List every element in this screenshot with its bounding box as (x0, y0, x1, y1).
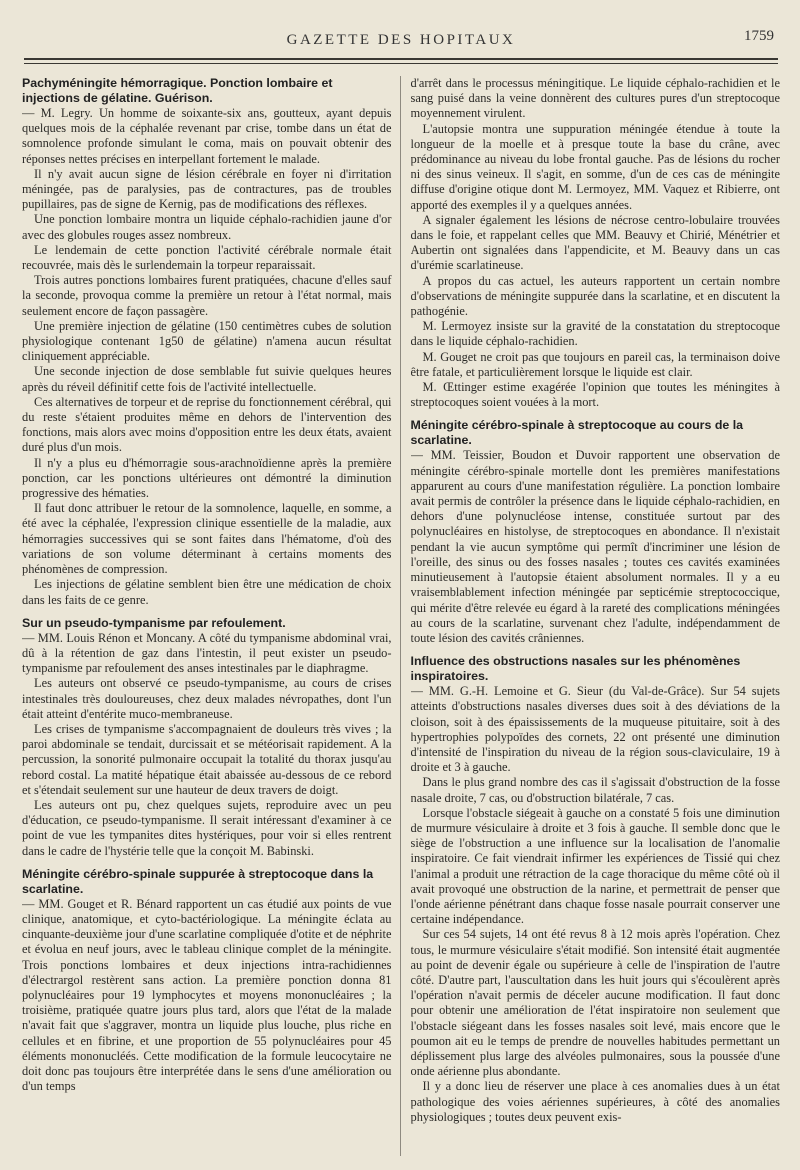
paragraph: Sur ces 54 sujets, 14 ont été revus 8 à 12 mois après l'opération. Chez tous, le murmure vésiculaire s'était modifié. Son intensité était augmentée au point de devenir égale ou supérieure à celle de l'inspiration de l'autre côté. D'autre part, l'auscultation dans les huit jours qui s'écoulèrent après l'opération n'avait permis de déceler aucune modification. Il faut donc pour obtenir une amélioration de l'état inspiratoire non seulement que l'obstacle siégeant dans les fosses nasales soit levé, mais encore que le poumon ait eu le temps de prendre de nouvelles habitudes permettant un déplissement plus large des alvéoles pulmonaires, sous la poussée d'une onde aérienne plus abondante. (410, 927, 780, 1079)
paragraph: Il n'y avait aucun signe de lésion cérébrale en foyer ni d'irritation méningée, pas de paralysies, pas de contractures, pas de troubles pupillaires, pas de signe de Kernig, pas de modifications des réflexes. (22, 166, 392, 212)
page-number: 1759 (744, 28, 774, 44)
paragraph: A signaler également les lésions de nécrose centro-lobulaire trouvées dans le foie, et rappelant celles que MM. Beauvy et Chirié, Ménétrier et Aubertin ont signalées dans l'appendicite, et M. Beauvy dans un cas d'urémie scarlatineuse. (410, 212, 780, 273)
paragraph: Le lendemain de cette ponction l'activité cérébrale normale était recouvrée, mais dès le surlendemain la torpeur reparaissait. (22, 242, 392, 273)
article-meningite-scarlatine (22, 867, 392, 1095)
paragraph: Les injections de gélatine semblent bien être une médication de choix dans les faits de ce genre. (22, 577, 392, 607)
article-intro: — MM. G.-H. Lemoine et G. Sieur (du Val-de-Grâce). Sur 54 sujets atteints d'obstructions nasales diverses dues soit à des déviations de la cloison, soit à des épaississements de la muqueuse pituitaire, soit à des hypertrophies polypoïdes des cornets, 22 ont présenté une diminution d'intensité de l'inspiration du niveau de la région sous-claviculaire, 19 à droite et 3 à gauche. (410, 684, 780, 775)
article-intro: — MM. Gouget et R. Bénard rapportent un cas étudié aux points de vue clinique, anatomique, et cyto-bactériologique. La méningite éclata au cinquante-deuxième jour d'une scarlatine compliquée d'otite et de néphrite et évolua en neuf jours, avec le tableau clinique complet de la méningite. Trois ponctions lombaires et deux injections intra-rachidiennes d'électrargol restèrent sans action. La première ponction donna 81 polynucléaires pour 19 lymphocytes et moyens mononucléaires ; la troisième, pratiquée quatre jours plus tard, alors que l'état de la malade n'avait fait que s'aggraver, montra un liquide plus louche, plus riche en cellules et en fibrine, et une proportion de 55 polynucléaires pour 45 éléments mononucléés. Cette modification de la formule leucocytaire ne doit donc pas toujours être interprétée dans le sens d'une amélioration ou d'un temps (22, 896, 392, 1094)
paragraph: Les auteurs ont observé ce pseudo-tympanisme, au cours de crises intestinales très douloureuses, chez deux malades névropathes, dont l'un était atteint d'entérite muco-membraneuse. (22, 676, 392, 721)
article-meningite-streptocoque (411, 418, 781, 646)
header-rule-thick (24, 58, 778, 60)
article-obstructions-nasales (411, 654, 781, 1125)
paragraph-continued: d'arrêt dans le processus méningitique. Le liquide céphalo-rachidien et le sang puisé dans la veine donnèrent des cultures pures d'un streptocoque moyennement virulent. (410, 76, 780, 121)
paragraph: M. Gouget ne croit pas que toujours en pareil cas, la terminaison doive être fatale, et particulièrement lorsque le liquide est clair. (410, 349, 780, 379)
paragraph: M. Lermoyez insiste sur la gravité de la constatation du streptocoque dans le liquide céphalo-rachidien. (410, 319, 780, 349)
journal-title: GAZETTE DES HOPITAUX (286, 32, 516, 48)
article-title: Méningite cérébro-spinale suppurée à streptocoque dans la scarlatine. (22, 866, 374, 896)
paragraph: Lorsque l'obstacle siégeait à gauche on a constaté 5 fois une diminution de murmure vésiculaire à droite et 3 fois à gauche. Il semble donc que le siège de l'obstruction a une influence sur la localisation de l'anomalie inspiratoire. Ce fait viendrait infirmer les expériences de Tissié qui chez l'animal a produit une rétraction de la cage thoracique du même côté où il avait provoqué une obstruction de la narine, et permettrait de penser que l'onde aérienne pénétrant dans chaque fosse nasale pourrait conserver une certaine indépendance. (410, 805, 780, 927)
text-columns (22, 76, 780, 1156)
paragraph: Les crises de tympanisme s'accompagnaient de douleurs très vives ; la paroi abdominale se tendait, durcissait et se météorisait rapidement. A la percussion, la sonorité pulmonaire occupait la totalité du thorax jusqu'au rebord costal. La matité hépatique était abaissée au-dessous de ce rebord et s'étendait seulement sur une hauteur de deux travers de doigt. (22, 721, 392, 797)
header-rule-thin (24, 63, 778, 64)
right-column (411, 76, 781, 1156)
paragraph: Ces alternatives de torpeur et de reprise du fonctionnement cérébral, qui du reste s'étaient produites même en dehors de l'intervention des fonctions, mais alors avec moins d'opposition entre les deux états, avaient duré plus d'un mois. (22, 394, 392, 455)
page-header (22, 26, 780, 54)
article-title: Sur un pseudo-tympanisme par refoulement. (22, 615, 286, 630)
paragraph: Une ponction lombaire montra un liquide céphalo-rachidien jaune d'or avec des globules rouges assez nombreux. (22, 212, 392, 242)
paragraph: Il faut donc attribuer le retour de la somnolence, laquelle, en somme, a été avec la céphalée, l'expression clinique essentielle de la maladie, aux hémorragies successives qui se sont faites dans l'hématome, d'où des variations de son volume déterminant à certains moments des phénomènes de compression. (22, 501, 392, 577)
paragraph: M. Œttinger estime exagérée l'opinion que toutes les méningites à streptocoques soient vouées à la mort. (410, 380, 780, 410)
paragraph: Une première injection de gélatine (150 centimètres cubes de solution physiologique contenant 1g50 de gélatine) n'amena aucun résultat cliniquement appréciable. (22, 318, 392, 364)
article-title: Pachyméningite hémorragique. Ponction lombaire et injections de gélatine. Guérison. (22, 76, 333, 105)
paragraph: Les auteurs ont pu, chez quelques sujets, reproduire avec un peu d'éducation, ce pseudo-tympanisme. Il serait intéressant d'examiner à ce point de vue les tympanites dites hystériques, pour voir si elles rentrent dans le cadre de l'hystérie telle que la conçoit M. Babinski. (22, 797, 392, 858)
article-pachymeningite (22, 76, 392, 608)
paragraph: Une seconde injection de dose semblable fut suivie quelques heures après du réveil définitif cette fois de l'activité intellectuelle. (22, 364, 392, 394)
paragraph: Il y a donc lieu de réserver une place à ces anomalies dues à un état pathologique des voies aériennes supérieures, à côté des anomalies physiologiques ; toutes deux peuvent exis- (410, 1079, 780, 1124)
left-column (22, 76, 401, 1156)
article-title: Influence des obstructions nasales sur les phénomènes inspiratoires. (410, 654, 741, 684)
article-title: Méningite cérébro-spinale à streptocoque au cours de la scarlatine. (410, 418, 744, 448)
paragraph: Trois autres ponctions lombaires furent pratiquées, chacune d'elles sauf la seconde, provoqua comme la première un retour à l'état normal, mais seulement encore de façon passagère. (22, 273, 392, 318)
paragraph: L'autopsie montra une suppuration méningée étendue à toute la longueur de la moelle et à presque toute la base du crâne, avec prédominance au niveau du lobe frontal gauche. Pas de lésions du rocher ni des sinus veineux. Il s'agit, en somme, d'un de ces cas de méningite diffuse d'origine otique dont M. Lermoyez, MM. Vaquez et Ribierre, ont apporté des exemples il y a quelques années. (410, 121, 780, 212)
article-intro: — MM. Teissier, Boudon et Duvoir rapportent une observation de méningite cérébro-spinale mortelle dont les premières manifestations apparurent au cours d'une manifestation régulière. La ponction lombaire avait permis de contrôler la présence dans le liquide céphalo-rachidien, en dehors d'une polynucléose intense, constituée surtout par des polynucléaires en histolyse, de streptocoques en abondance. Il n'existait pendant la vie aucun symptôme qui permît d'incriminer une lésion de l'oreille, des sinus ou des fosses nasales ; toutes ces cavités examinées minutieusement à l'autopsie étaient absolument normales. Il y a eu vraisemblablement infection méningée par septicémie streptococcique, qui mérite d'être relevée eu égard à la rareté des complications méningées au cours de la scarlatine, survenant chez l'adulte, indépendamment de toute lésion des cavités crâniennes. (410, 448, 780, 645)
article-meningite-scarlatine-continued (411, 76, 781, 410)
article-pseudo-tympanisme (22, 616, 392, 859)
paragraph: Il n'y a plus eu d'hémorragie sous-arachnoïdienne après la première ponction, car les ponctions ultérieures ont démontré la diminution progressive des hématies. (22, 455, 392, 501)
article-intro: — M. Legry. Un homme de soixante-six ans, goutteux, ayant depuis quelques mois de la céphalée revenant par crise, tombe dans un état de somnolence profonde simulant le coma, mais on pouvait obtenir des réponses nettes précises en interpellant fortement le malade. (22, 106, 392, 166)
paragraph: Dans le plus grand nombre des cas il s'agissait d'obstruction de la fosse nasale droite, 7 cas, ou d'obstruction bilatérale, 7 cas. (410, 775, 780, 805)
paragraph: A propos du cas actuel, les auteurs rapportent un certain nombre d'observations de méningite suppurée dans la scarlatine, et en discutent la pathogénie. (410, 273, 780, 319)
article-intro: — MM. Louis Rénon et Moncany. A côté du tympanisme abdominal vrai, dû à la rétention de gaz dans l'intestin, il peut exister un pseudo-tympanisme par refoulement des anses intestinales par le diaphragme. (22, 630, 392, 676)
